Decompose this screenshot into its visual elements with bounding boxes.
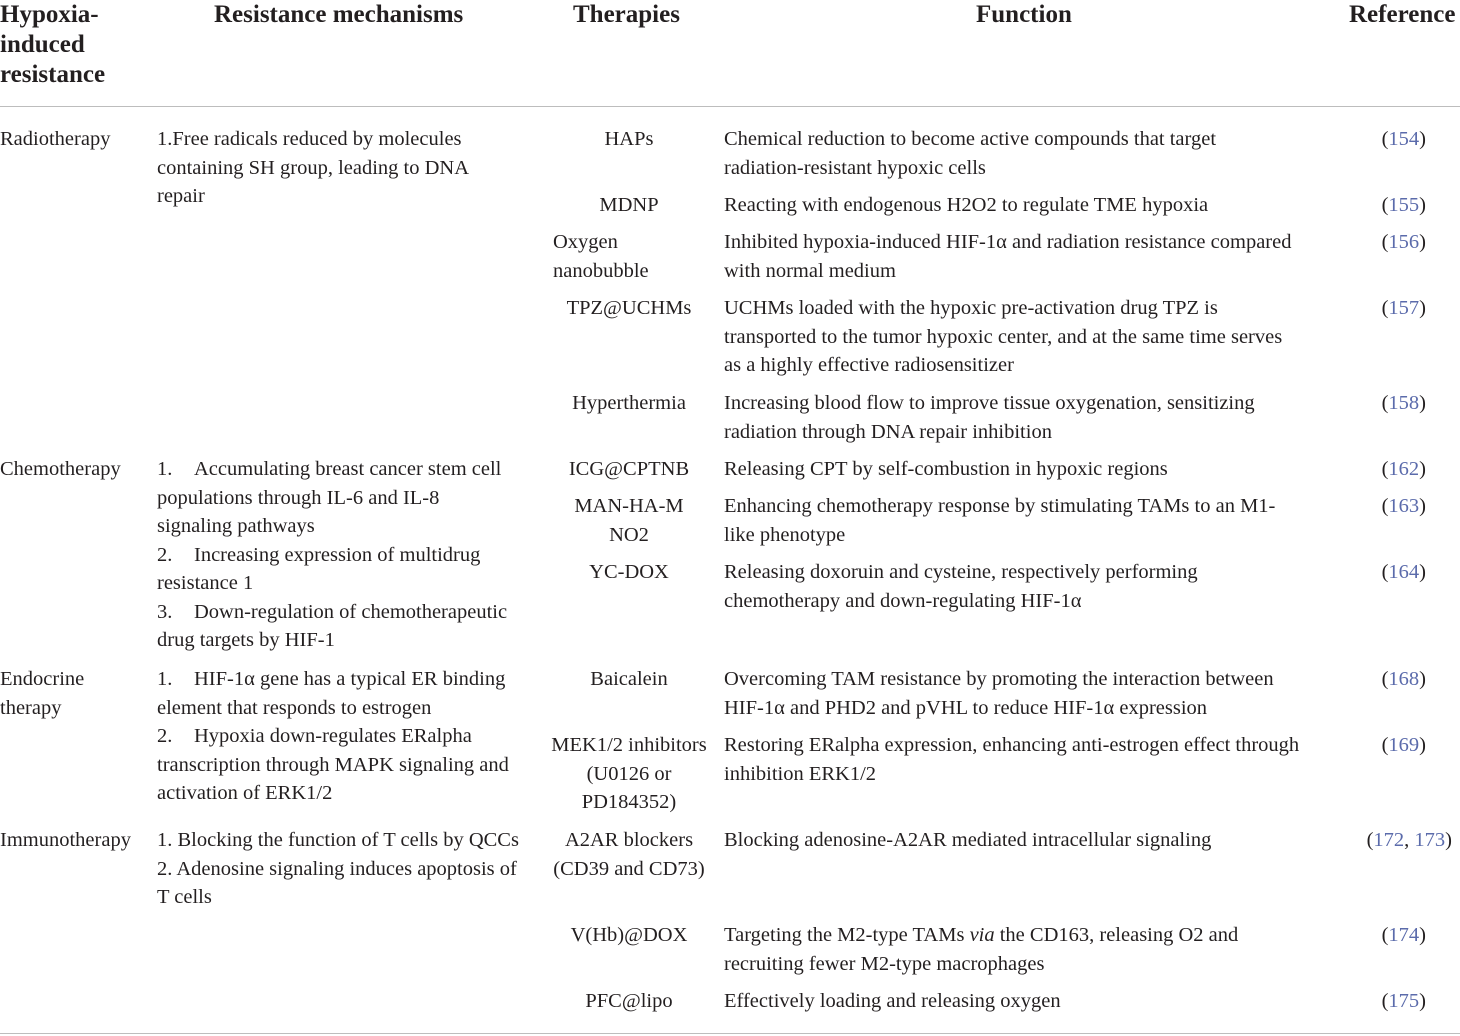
therapy-function: Chemical reduction to become active compounds that target radiation-resistant hypoxic cells (724, 128, 1217, 179)
mechanisms-cell: 1. HIF-1α gene has a typical ER binding element that responds to estrogen 2. Hypoxia down-regulates ERalpha transcription through MAPK signaling and activation of ERK1/2 (157, 668, 509, 804)
reference-cell: (172, 173) (1366, 829, 1452, 851)
reference-link[interactable]: 174 (1388, 924, 1420, 946)
therapy-name: Baicalein (590, 668, 668, 690)
reference-cell: (163) (1381, 495, 1426, 517)
header-col-mechanisms: Resistance mechanisms (214, 1, 464, 28)
therapy-function: Overcoming TAM resistance by promoting the interaction between HIF-1α and PHD2 and pVHL to reduce HIF-1α expression (724, 668, 1274, 719)
reference-cell: (164) (1381, 561, 1426, 583)
mechanisms-cell: 1. Accumulating breast cancer stem cell populations through IL-6 and IL-8 signaling pathways 2. Increasing expression of multidrug resistance 1 3. Down-regulation of chemotherapeutic drug targets by HIF-1 (157, 458, 508, 651)
reference-link[interactable]: 155 (1388, 194, 1420, 216)
reference-link[interactable]: 175 (1388, 990, 1420, 1012)
therapy-name: A2AR blockers (CD39 and CD73) (553, 829, 705, 880)
therapy-name: PFC@lipo (585, 990, 673, 1012)
therapy-function: Blocking adenosine-A2AR mediated intracellular signaling (724, 829, 1212, 851)
reference-link[interactable]: 157 (1388, 297, 1420, 319)
mechanisms-cell: 1.Free radicals reduced by molecules containing SH group, leading to DNA repair (157, 128, 470, 207)
reference-cell: (168) (1381, 668, 1426, 690)
header-rule (0, 106, 1460, 107)
therapy-function: Enhancing chemotherapy response by stimulating TAMs to an M1- like phenotype (724, 495, 1276, 546)
therapy-name: V(Hb)@DOX (570, 924, 688, 946)
therapy-function: Releasing doxoruin and cysteine, respectively performing chemotherapy and down-regulating HIF-1α (724, 561, 1198, 612)
therapy-function: UCHMs loaded with the hypoxic pre-activation drug TPZ is transported to the tumor hypoxic center, and at the same time serves as a highly effective radiosensitizer (724, 297, 1283, 376)
reference-cell: (157) (1381, 297, 1426, 319)
therapy-name: TPZ@UCHMs (566, 297, 692, 319)
therapy-function: Releasing CPT by self-combustion in hypoxic regions (724, 458, 1168, 480)
reference-link[interactable]: 158 (1388, 392, 1420, 414)
header-col-reference: Reference (1349, 1, 1456, 28)
therapy-function: Restoring ERalpha expression, enhancing anti-estrogen effect through inhibition ERK1/2 (724, 734, 1300, 785)
therapy-name: MDNP (599, 194, 659, 216)
therapy-name: HAPs (604, 128, 654, 150)
therapy-function: Increasing blood flow to improve tissue oxygenation, sensitizing radiation through DNA repair inhibition (724, 392, 1255, 443)
header-col-category-line: Hypoxia- (0, 1, 99, 28)
reference-cell: (155) (1381, 194, 1426, 216)
therapy-function: Effectively loading and releasing oxygen (724, 990, 1061, 1012)
therapy-name: Hyperthermia (572, 392, 686, 414)
reference-cell: (175) (1381, 990, 1426, 1012)
reference-link[interactable]: 172 (1373, 829, 1405, 851)
category-cell: Chemotherapy (0, 458, 121, 480)
header-col-category-line: resistance (0, 61, 106, 88)
reference-cell: (156) (1381, 231, 1426, 253)
therapy-name: Oxygen nanobubble (553, 231, 649, 282)
reference-link[interactable]: 162 (1388, 458, 1420, 480)
therapy-name: MAN-HA-MNO2 (574, 495, 684, 546)
reference-cell: (162) (1381, 458, 1426, 480)
reference-link[interactable]: 169 (1388, 734, 1420, 756)
category-cell: Radiotherapy (0, 128, 111, 150)
therapy-name: YC-DOX (589, 561, 669, 583)
reference-link[interactable]: 154 (1388, 128, 1420, 150)
reference-link[interactable]: 168 (1388, 668, 1420, 690)
category-cell: Endocrine therapy (0, 668, 85, 719)
header-col-function: Function (976, 1, 1072, 28)
therapy-function: Reacting with endogenous H2O2 to regulate TME hypoxia (724, 194, 1209, 216)
reference-link[interactable]: 173 (1414, 829, 1446, 851)
therapy-name: ICG@CPTNB (568, 458, 690, 480)
reference-link[interactable]: 164 (1388, 561, 1420, 583)
reference-cell: (154) (1381, 128, 1426, 150)
reference-cell: (174) (1381, 924, 1426, 946)
reference-link[interactable]: 156 (1388, 231, 1420, 253)
header-col-category-line: induced (0, 31, 85, 58)
therapy-function: Targeting the M2-type TAMs via the CD163, releasing O2 and recruiting fewer M2-type macrophages (724, 924, 1239, 975)
therapy-name: MEK1/2 inhibitors (U0126 or PD184352) (551, 734, 707, 813)
reference-cell: (158) (1381, 392, 1426, 414)
reference-cell: (169) (1381, 734, 1426, 756)
therapy-function: Inhibited hypoxia-induced HIF-1α and radiation resistance compared with normal medium (724, 231, 1292, 282)
mechanisms-cell: 1. Blocking the function of T cells by QCCs 2. Adenosine signaling induces apoptosis of T cells (157, 829, 519, 908)
header-col-therapies: Therapies (573, 1, 680, 28)
bottom-rule (0, 1033, 1460, 1034)
header-col-category (0, 0, 105, 90)
reference-link[interactable]: 163 (1388, 495, 1420, 517)
category-cell: Immunotherapy (0, 829, 131, 851)
